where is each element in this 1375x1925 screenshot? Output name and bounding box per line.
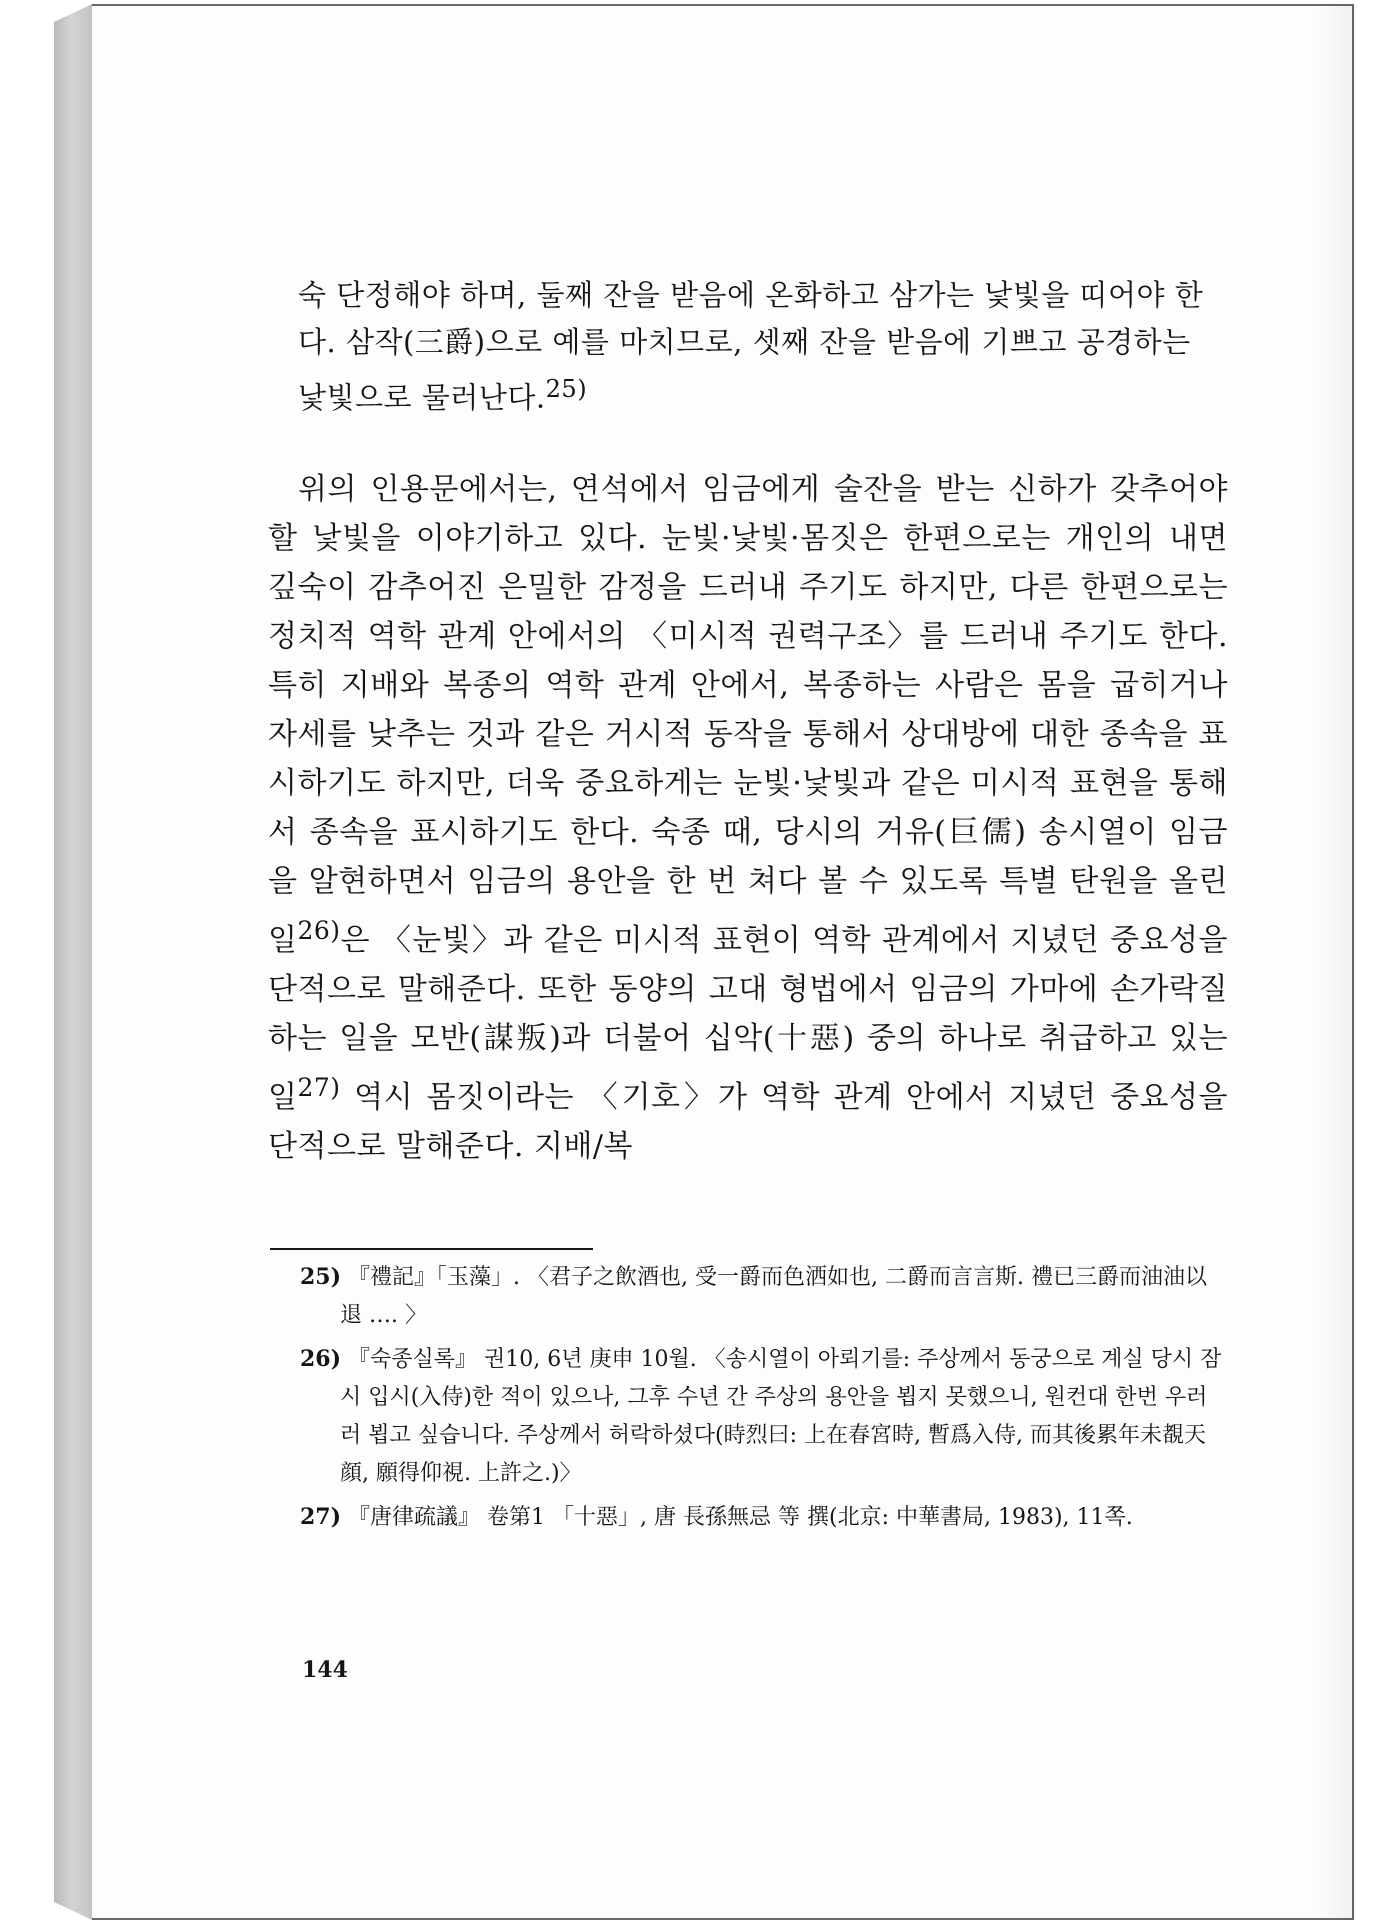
footnote-25 [300,1258,1228,1335]
body-part-3: 역시 몸짓이라는 〈기호〉가 역학 관계 안에서 지녔던 중요성을 단적으로 말해준다. 지배/복 [268,1080,1228,1164]
body-part-1: 위의 인용문에서는, 연석에서 임금에게 술잔을 받는 신하가 갖추어야 할 낯빛을 이야기하고 있다. 눈빛·낯빛·몸짓은 한편으로는 개인의 내면 깊숙이 감추어진 은밀한 감정을 드러내 주기도 하지만, 다른 한편으로는 정치적 역학 관계 안에서의 〈미시적 권력구조〉를 드러내 주기도 한다. 특히 지배와 복종의 역학 관계 안에서, 복종하는 사람은 몸을 굽히거나 자세를 낮추는 것과 같은 거시적 동작을 통해서 상대방에 대한 종속을 표시하기도 하지만, 더욱 중요하게는 눈빛·낯빛과 같은 미시적 표현을 통해서 종속을 표시하기도 한다. 숙종 때, 당시의 거유(巨儒) 송시열이 임금을 알현하면서 임금의 용안을 한 번 쳐다 볼 수 있도록 특별 탄원을 올린 일 [268,472,1228,958]
block-quote [298,272,1228,422]
page-shadow [1315,4,1355,1920]
quote-paragraph [298,272,1228,422]
footnote-number: 26) [300,1346,342,1372]
paragraph-text [268,465,1228,1171]
body-part-2: 은 〈눈빛〉과 같은 미시적 표현이 역학 관계에서 지녔던 중요성을 단적으로 말해준다. 또한 동양의 고대 형법에서 임금의 가마에 손가락질하는 일을 모반(謀叛)과 더불어 십악(十惡) 중의 하나로 취급하고 있는 일 [268,923,1228,1115]
footnote-ref-26: 26) [297,916,341,945]
book-spine-edge [54,4,92,1920]
footnote-text: 『唐律疏議』 卷第1 「十惡」, 唐 長孫無忌 等 撰(北京: 中華書局, 1983), 11쪽. [348,1505,1133,1530]
page-number: 144 [302,1657,348,1683]
footnotes [300,1258,1228,1542]
footnote-ref-25: 25) [545,375,588,403]
footnote-27 [300,1498,1228,1537]
body-paragraph [268,465,1228,1171]
footnote-number: 27) [300,1504,342,1530]
footnote-26 [300,1340,1228,1493]
footnote-ref-27: 27) [297,1073,341,1102]
footnote-divider [270,1248,593,1250]
footnote-text: 『禮記』「玉藻」. 〈君子之飲酒也, 受一爵而色洒如也, 二爵而言言斯. 禮已三爵而油油以退 …. 〉 [340,1265,1207,1328]
quote-text: 숙 단정해야 하며, 둘째 잔을 받음에 온화하고 삼가는 낯빛을 띠어야 한다. 삼작(三爵)으로 예를 마치므로, 셋째 잔을 받음에 기쁘고 공경하는 낯빛으로 물러난다. [298,278,1204,415]
footnote-text: 『숙종실록』 권10, 6년 庚申 10월. 〈송시열이 아뢰기를: 주상께서 동궁으로 계실 당시 잠시 입시(入侍)한 적이 있으나, 그후 수년 간 주상의 용안을 뵙지 못했으니, 원컨대 한번 우러러 뵙고 싶습니다. 주상께서 허락하셨다(時烈曰: 上在春宮時, 暫爲入侍, 而其後累年未覩天顔, 願得仰視. 上許之.)〉 [340,1347,1222,1486]
footnote-number: 25) [300,1264,342,1290]
